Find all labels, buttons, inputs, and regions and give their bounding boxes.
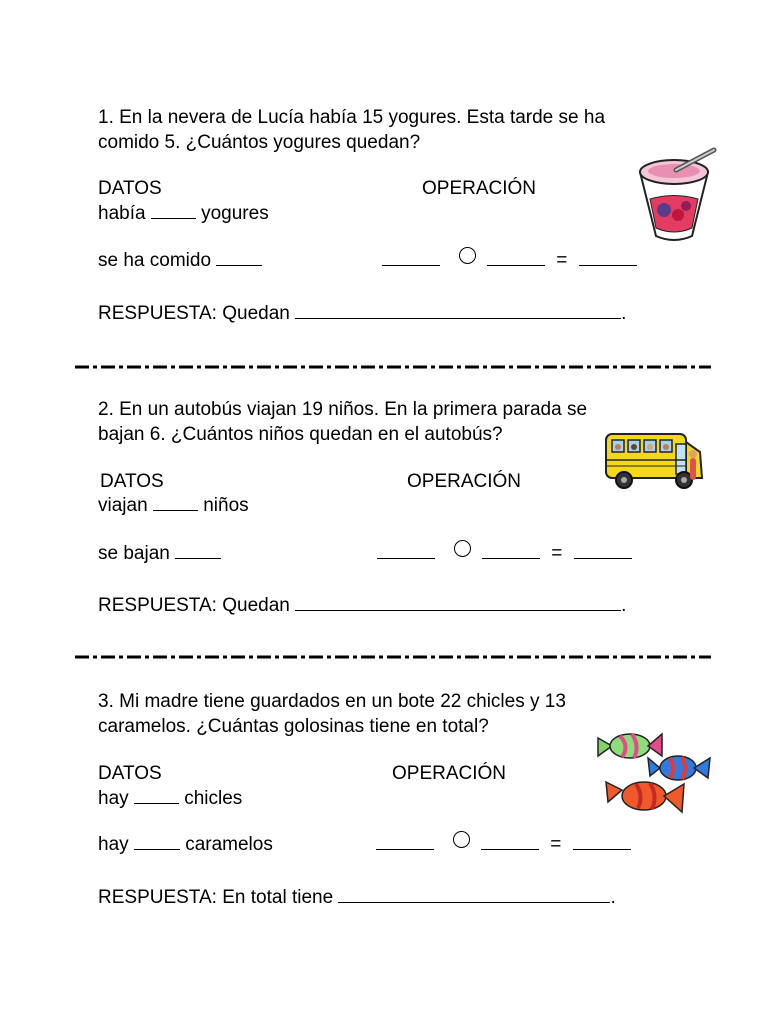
candy-green bbox=[598, 734, 662, 758]
answer-blank[interactable] bbox=[134, 833, 180, 850]
dato-line-2 bbox=[98, 249, 262, 273]
dato-line-1 bbox=[98, 787, 242, 811]
dato-suffix: niños bbox=[203, 495, 249, 516]
operand-blank[interactable] bbox=[487, 249, 545, 266]
dato-line-1 bbox=[98, 494, 249, 518]
operation-row bbox=[382, 249, 440, 273]
respuesta-blank[interactable] bbox=[338, 886, 610, 903]
candy-blue bbox=[648, 756, 710, 780]
operand-blank[interactable] bbox=[482, 542, 540, 559]
period: . bbox=[621, 303, 627, 324]
operand-blank[interactable] bbox=[376, 833, 434, 850]
period: . bbox=[610, 887, 616, 908]
dato-prefix: se ha comido bbox=[98, 250, 212, 271]
dato-prefix: hay bbox=[98, 788, 129, 809]
question-line-1: 3. Mi madre tiene guardados en un bote 22 chicles y 13 bbox=[98, 691, 566, 712]
operation-row bbox=[377, 542, 435, 566]
operation-row bbox=[376, 833, 434, 857]
question-line-2: bajan 6. ¿Cuántos niños quedan en el autobús? bbox=[98, 424, 503, 445]
operator-circle[interactable] bbox=[453, 831, 470, 848]
operation-row-right bbox=[482, 542, 632, 566]
datos-heading: DATOS bbox=[100, 471, 164, 492]
result-blank[interactable] bbox=[574, 542, 632, 559]
respuesta-line bbox=[98, 302, 626, 326]
dash-dot-separator bbox=[75, 365, 711, 369]
respuesta-line bbox=[98, 594, 626, 618]
yogurt-cup-icon bbox=[634, 144, 724, 244]
question-line-2: caramelos. ¿Cuántas golosinas tiene en total? bbox=[98, 716, 489, 737]
dato-prefix: hay bbox=[98, 834, 129, 855]
respuesta-line bbox=[98, 886, 616, 910]
datos-heading: DATOS bbox=[98, 178, 162, 199]
dash-dot-separator bbox=[75, 655, 711, 659]
dato-line-2 bbox=[98, 542, 221, 566]
respuesta-label: RESPUESTA: Quedan bbox=[98, 303, 290, 324]
question-line-2: comido 5. ¿Cuántos yogures quedan? bbox=[98, 132, 421, 153]
candy-red bbox=[606, 782, 684, 812]
question-line-1: 1. En la nevera de Lucía había 15 yogures. Esta tarde se ha bbox=[98, 107, 606, 128]
equals-sign: = bbox=[551, 543, 563, 564]
operator-circle[interactable] bbox=[459, 247, 476, 264]
respuesta-blank[interactable] bbox=[295, 302, 621, 319]
operacion-heading: OPERACIÓN bbox=[422, 178, 537, 199]
respuesta-label: RESPUESTA: Quedan bbox=[98, 595, 290, 616]
dato-suffix: chicles bbox=[184, 788, 243, 809]
datos-heading: DATOS bbox=[98, 763, 162, 784]
school-bus-icon bbox=[604, 428, 706, 494]
operacion-heading: OPERACIÓN bbox=[392, 763, 507, 784]
respuesta-label: RESPUESTA: En total tiene bbox=[98, 887, 334, 908]
dato-prefix: había bbox=[98, 203, 146, 224]
answer-blank[interactable] bbox=[216, 249, 262, 266]
dato-prefix: viajan bbox=[98, 495, 148, 516]
dato-suffix: caramelos bbox=[185, 834, 273, 855]
operand-blank[interactable] bbox=[481, 833, 539, 850]
dato-suffix: yogures bbox=[201, 203, 269, 224]
answer-blank[interactable] bbox=[134, 787, 179, 804]
operacion-heading: OPERACIÓN bbox=[407, 471, 522, 492]
period: . bbox=[621, 595, 627, 616]
operand-blank[interactable] bbox=[382, 249, 440, 266]
candies-icon bbox=[592, 716, 716, 822]
operand-blank[interactable] bbox=[377, 542, 435, 559]
equals-sign: = bbox=[556, 250, 568, 271]
operator-circle[interactable] bbox=[454, 540, 471, 557]
question-line-1: 2. En un autobús viajan 19 niños. En la primera parada se bbox=[98, 399, 588, 420]
dato-line-2 bbox=[98, 833, 273, 857]
dato-prefix: se bajan bbox=[98, 543, 170, 564]
answer-blank[interactable] bbox=[175, 542, 221, 559]
operation-row-right bbox=[481, 833, 631, 857]
result-blank[interactable] bbox=[579, 249, 637, 266]
answer-blank[interactable] bbox=[153, 494, 198, 511]
answer-blank[interactable] bbox=[151, 202, 196, 219]
equals-sign: = bbox=[550, 834, 562, 855]
operation-row-right bbox=[487, 249, 637, 273]
dato-line-1 bbox=[98, 202, 269, 226]
result-blank[interactable] bbox=[573, 833, 631, 850]
respuesta-blank[interactable] bbox=[295, 594, 621, 611]
